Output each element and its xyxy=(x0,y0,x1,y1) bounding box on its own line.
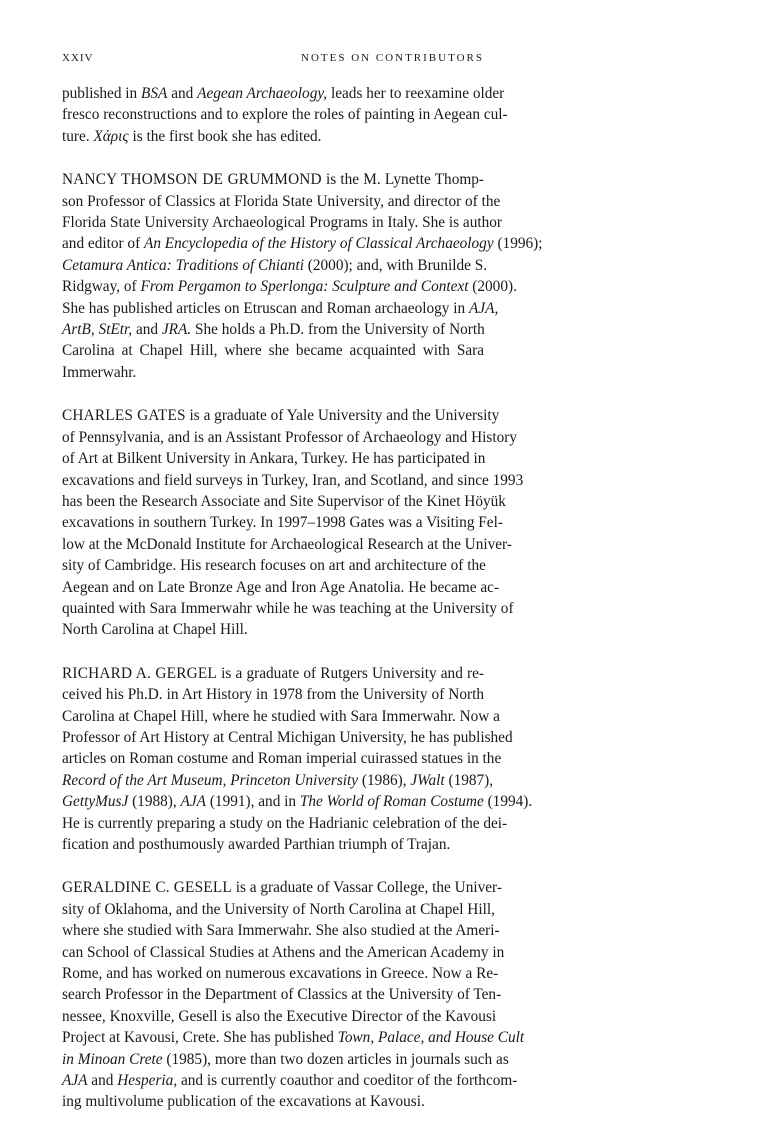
text-line xyxy=(62,598,514,619)
text-line xyxy=(62,448,484,469)
text-line xyxy=(62,212,502,233)
text-run: (1986), xyxy=(358,771,411,789)
text-run: low at the McDonald Institute for Archaeological Research at the Univer- xyxy=(62,535,512,553)
text-run: published in xyxy=(62,85,142,102)
italic-title: JWalt xyxy=(410,771,445,789)
text-line xyxy=(62,1070,518,1091)
text-line xyxy=(62,298,499,319)
italic-title: GettyMusJ xyxy=(62,793,129,811)
text-line xyxy=(62,405,500,426)
text-line xyxy=(62,942,505,963)
text-line xyxy=(62,899,495,920)
text-run: of Art at Bilkent University in Ankara, Turkey. He has participated in xyxy=(62,450,486,468)
italic-title: in Minoan Crete xyxy=(62,1050,163,1068)
text-run: Rome, and has worked on numerous excavations in Greece. Now a Re- xyxy=(62,965,499,983)
paragraph-gesell xyxy=(62,877,525,1112)
contributor-notes xyxy=(62,83,543,1113)
italic-title: Aegean Archaeology, xyxy=(197,85,328,102)
text-run: Florida State University Archaeological Programs in Italy. She is author xyxy=(62,214,502,232)
text-run: She has published articles on Etruscan and Roman archaeology in xyxy=(62,299,469,317)
text-line xyxy=(62,834,484,855)
text-line xyxy=(62,813,508,834)
italic-title: AJA xyxy=(62,1072,88,1090)
text-run: is a graduate of Vassar College, the Univer- xyxy=(231,879,502,897)
text-line xyxy=(62,83,505,104)
text-run: (1985), more than two dozen articles in journals such as xyxy=(162,1050,509,1068)
italic-title: AJA, xyxy=(468,299,499,317)
text-run: ceived his Ph.D. in Art History in 1978 from the University of North xyxy=(62,686,484,704)
paragraph-de-grummond xyxy=(62,169,543,383)
paragraph-continuation xyxy=(62,83,508,147)
text-line xyxy=(62,1091,484,1112)
text-run: Project at Kavousi, Crete. She has published xyxy=(62,1029,338,1047)
text-run: can School of Classical Studies at Athens and the American Academy in xyxy=(62,943,505,961)
italic-title: Cetamura Antica: Traditions of Chianti xyxy=(62,256,304,274)
text-line xyxy=(62,684,484,705)
italic-title: Χάρις xyxy=(93,127,129,145)
text-run: nessee, Knoxville, Gesell is also the Executive Director of the Kavousi xyxy=(62,1007,497,1025)
text-run: Aegean and on Late Bronze Age and Iron Age Anatolia. He became ac- xyxy=(62,578,500,596)
italic-title: From Pergamon to Sperlonga: Sculpture and Context xyxy=(140,278,469,296)
text-run: He is currently preparing a study on the Hadrianic celebration of the dei- xyxy=(62,814,508,832)
paragraph-gergel xyxy=(62,663,533,856)
text-run: search Professor in the Department of Classics at the University of Ten- xyxy=(62,986,502,1004)
contributor-name: GERALDINE C. GESELL xyxy=(62,879,232,897)
text-run: is a graduate of Yale University and the University xyxy=(185,407,500,425)
text-run: son Professor of Classics at Florida State University, and director of the xyxy=(62,192,501,210)
text-line xyxy=(62,276,517,297)
text-run: and is currently coauthor and coeditor of the forthcom- xyxy=(177,1072,518,1090)
italic-title: JRA. xyxy=(161,321,192,339)
text-run: and editor of xyxy=(62,235,144,253)
text-line xyxy=(62,1027,525,1048)
text-line xyxy=(62,104,508,125)
text-run: Ridgway, of xyxy=(62,278,141,296)
text-run: where she studied with Sara Immerwahr. She also studied at the Ameri- xyxy=(62,922,500,940)
text-run: (1988), xyxy=(128,793,181,811)
text-run: quainted with Sara Immerwahr while he was teaching at the University of xyxy=(62,599,514,617)
text-run: and xyxy=(132,321,162,339)
text-line xyxy=(62,191,501,212)
text-line xyxy=(62,555,484,576)
text-run: (2000); and, with Brunilde S. xyxy=(303,256,488,274)
text-line xyxy=(62,727,513,748)
text-line xyxy=(62,255,488,276)
text-run: ing multivolume publication of the excavations at Kavousi. xyxy=(62,1093,425,1111)
text-line xyxy=(62,920,500,941)
text-line xyxy=(62,340,484,361)
text-run: is the first book she has edited. xyxy=(128,127,322,145)
text-run: ture. xyxy=(62,127,94,145)
text-line xyxy=(62,470,524,491)
text-run: excavations in southern Turkey. In 1997–1998 Gates was a Visiting Fel- xyxy=(62,514,503,532)
text-run: is the M. Lynette Thomp- xyxy=(321,171,484,189)
text-line xyxy=(62,1006,497,1027)
text-run: is a graduate of Rutgers University and re- xyxy=(216,664,485,682)
text-run: sity of Oklahoma, and the University of North Carolina at Chapel Hill, xyxy=(62,900,495,918)
text-line xyxy=(62,491,506,512)
text-line xyxy=(62,427,518,448)
text-line xyxy=(62,619,484,640)
text-line xyxy=(62,984,502,1005)
text-run: and xyxy=(87,1072,118,1090)
document-page xyxy=(62,52,543,1135)
text-line xyxy=(62,169,484,190)
contributor-name: RICHARD A. GERGEL xyxy=(62,664,217,682)
text-run: She holds a Ph.D. from the University of North xyxy=(191,321,485,339)
paragraph-gates xyxy=(62,405,524,640)
text-run: (1994). xyxy=(483,793,533,811)
text-run: (1987), xyxy=(444,771,494,789)
contributor-name: CHARLES GATES xyxy=(62,407,186,425)
italic-title: Record of the Art Museum, Princeton University xyxy=(62,771,359,789)
text-run: (2000). xyxy=(468,278,517,296)
text-run: North Carolina at Chapel Hill. xyxy=(62,621,248,639)
page-number: XXIV xyxy=(62,52,94,64)
italic-title: BSA xyxy=(141,85,168,102)
text-run: sity of Cambridge. His research focuses on art and architecture of the xyxy=(62,557,486,575)
text-run: Carolina at Chapel Hill, where she became acquainted with Sara xyxy=(62,342,484,360)
text-run: leads her to reexamine older xyxy=(327,85,505,102)
running-head xyxy=(62,52,484,64)
text-run: (1991), and in xyxy=(206,793,300,811)
italic-title: AJA xyxy=(180,793,207,811)
text-line xyxy=(62,1049,509,1070)
italic-title: The World of Roman Costume xyxy=(299,793,484,811)
text-line xyxy=(62,319,484,340)
italic-title: Town, Palace, and House Cult xyxy=(337,1029,525,1047)
text-run: has been the Research Associate and Site Supervisor of the Kinet Höyük xyxy=(62,492,506,510)
text-run: excavations and field surveys in Turkey, Iran, and Scotland, and since 1993 xyxy=(62,471,524,489)
italic-title: An Encyclopedia of the History of Classical Archaeology xyxy=(143,235,494,253)
contributor-name: NANCY THOMSON DE GRUMMOND xyxy=(62,171,322,189)
text-line xyxy=(62,534,512,555)
running-title: NOTES ON CONTRIBUTORS xyxy=(301,52,484,64)
text-line xyxy=(62,791,533,812)
text-run: and xyxy=(167,85,198,102)
italic-title: Hesperia, xyxy=(117,1072,178,1090)
text-line xyxy=(62,362,484,383)
text-run: Professor of Art History at Central Michigan University, he has published xyxy=(62,728,513,746)
text-run: Carolina at Chapel Hill, where he studied with Sara Immerwahr. Now a xyxy=(62,707,500,725)
text-run: fication and posthumously awarded Parthian triumph of Trajan. xyxy=(62,836,451,853)
text-run: articles on Roman costume and Roman imperial cuirassed statues in the xyxy=(62,750,502,768)
italic-title: ArtB, StEtr, xyxy=(62,321,133,339)
text-line xyxy=(62,663,484,684)
text-line xyxy=(62,877,502,898)
text-line xyxy=(62,706,500,727)
text-line xyxy=(62,748,502,769)
text-run: of Pennsylvania, and is an Assistant Professor of Archaeology and History xyxy=(62,428,518,446)
text-line xyxy=(62,126,484,147)
text-line xyxy=(62,512,503,533)
text-line xyxy=(62,770,494,791)
text-line xyxy=(62,233,543,254)
text-run: fresco reconstructions and to explore the roles of painting in Aegean cul- xyxy=(62,106,508,124)
text-line xyxy=(62,963,499,984)
text-run: Immerwahr. xyxy=(62,363,137,381)
text-line xyxy=(62,577,500,598)
text-run: (1996); xyxy=(493,235,543,253)
